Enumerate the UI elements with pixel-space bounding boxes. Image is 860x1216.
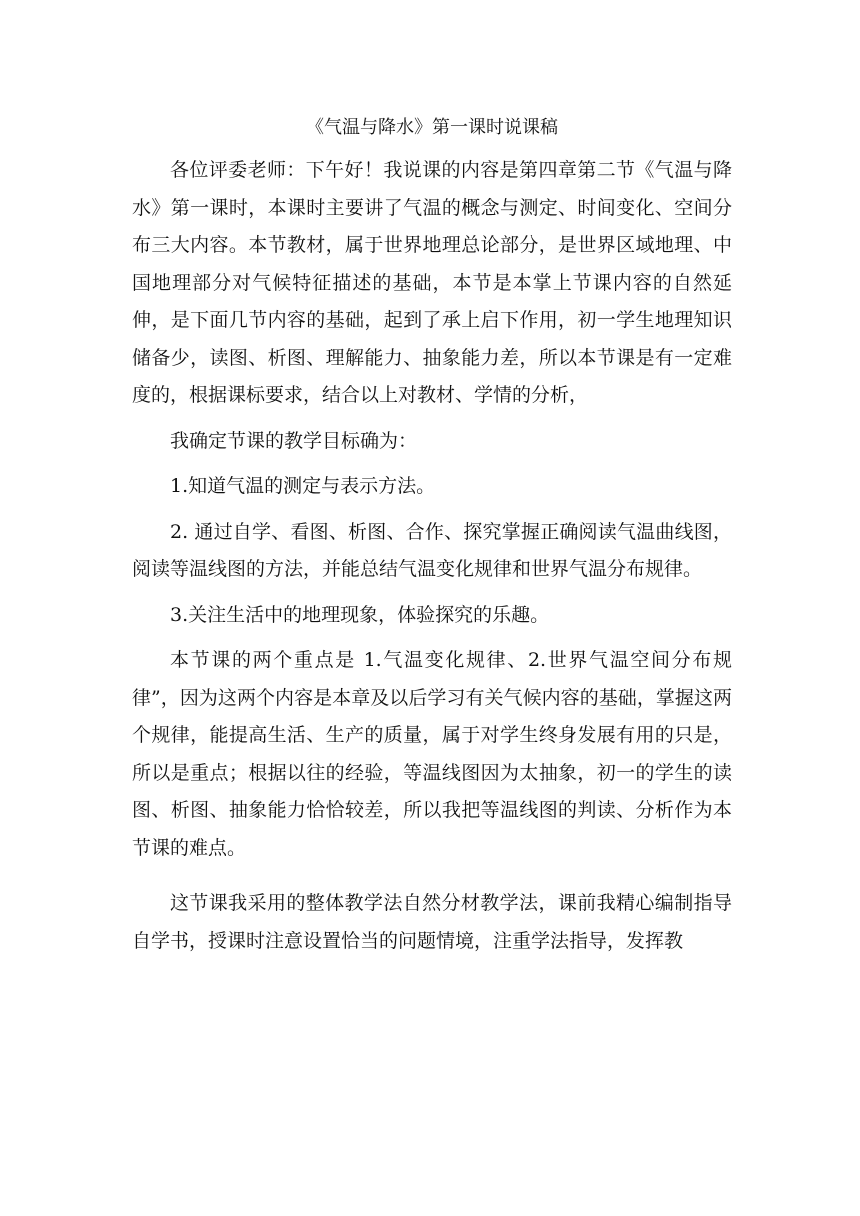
paragraph-objective-1: 1.知道气温的测定与表示方法。 xyxy=(170,475,436,497)
document-title: 《气温与降水》第一课时说课稿 xyxy=(306,117,558,138)
document-body xyxy=(132,112,732,960)
paragraph-objective-3: 3.关注生活中的地理现象，体验探究的乐趣。 xyxy=(170,603,550,626)
paragraph-teaching-method: 这节课我采用的整体教学法自然分材教学法，课前我精心编制指导自学书，授课时注意设置恰当的问题情境，注重学法指导，发挥教 xyxy=(132,892,732,952)
paragraph-objective-2: 2. 通过自学、看图、析图、合作、探究掌握正确阅读气温曲线图，阅读等温线图的方法，并能总结气温变化规律和世界气温分布规律。 xyxy=(132,520,732,580)
paragraph-key-points: 本节课的两个重点是 1.气温变化规律、2.世界气温空间分布规律”，因为这两个内容是本章及以后学习有关气候内容的基础，掌握这两个规律，能提高生活、生产的质量，属于对学生终身发展有用的只是，所以是重点；根据以往的经验，等温线图因为太抽象，初一的学生的读图、析图、抽象能力恰恰较差，所以我把等温线图的判读、分析作为本节课的难点。 xyxy=(132,649,732,859)
paragraph-intro: 各位评委老师：下午好！我说课的内容是第四章第二节《气温与降水》第一课时，本课时主要讲了气温的概念与测定、时间变化、空间分布三大内容。本节教材，属于世界地理总论部分，是世界区域地理、中国地理部分对气候特征描述的基础，本节是本掌上节课内容的自然延伸，是下面几节内容的基础，起到了承上启下作用，初一学生地理知识储备少，读图、析图、理解能力、抽象能力差，所以本节课是有一定难度的，根据课标要求，结合以上对教材、学情的分析， xyxy=(132,159,732,406)
paragraph-objectives-lead: 我确定节课的教学目标确为： xyxy=(170,429,418,452)
